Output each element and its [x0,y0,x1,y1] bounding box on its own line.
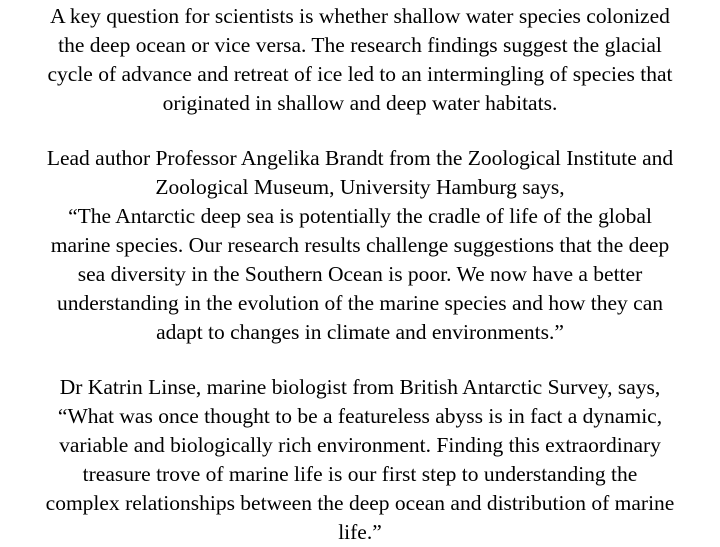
text-line: sea diversity in the Southern Ocean is poor. We now have a better [77,262,643,286]
text-line: “The Antarctic deep sea is potentially the cradle of life of the global [68,204,652,228]
text-line: the deep ocean or vice versa. The research findings suggest the glacial [58,33,662,57]
text-line: A key question for scientists is whether shallow water species colonized [50,4,670,28]
text-line: variable and biologically rich environment. Finding this extraordinary [59,433,661,457]
paragraph-brandt-quote [6,144,714,347]
text-line: understanding in the evolution of the marine species and how they can [56,291,663,315]
text-line: cycle of advance and retreat of ice led to an intermingling of species that [47,62,673,86]
text-line: life.” [338,520,382,544]
text-line: complex relationships between the deep ocean and distribution of marine [45,491,675,515]
text-line: marine species. Our research results challenge suggestions that the deep [50,233,670,257]
paragraph-linse-quote [6,373,714,547]
text-line: adapt to changes in climate and environments.” [156,320,564,344]
text-line: “What was once thought to be a featureless abyss is in fact a dynamic, [57,404,663,428]
paragraph-species-colonization [6,2,714,118]
text-line: Lead author Professor Angelika Brandt from the Zoological Institute and [46,146,674,170]
text-line: Zoological Museum, University Hamburg says, [155,175,565,199]
text-line: originated in shallow and deep water habitats. [162,91,558,115]
text-line: Dr Katrin Linse, marine biologist from British Antarctic Survey, says, [59,375,661,399]
text-line: treasure trove of marine life is our first step to understanding the [82,462,638,486]
